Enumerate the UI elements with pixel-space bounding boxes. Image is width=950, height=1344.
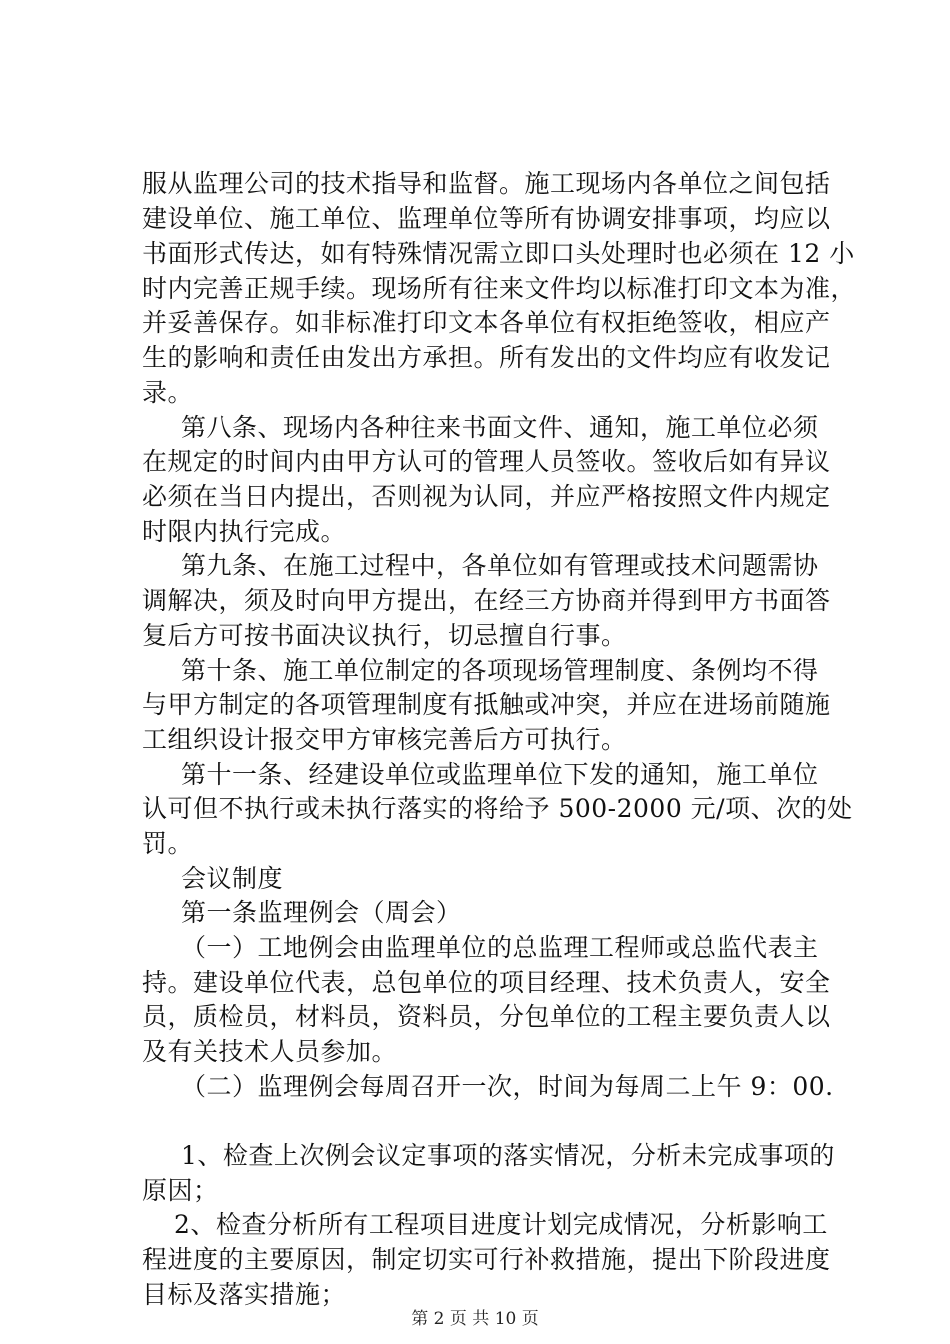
- list-item-1-start: 1、检查上次例会议定事项的落实情况，分析未完成事项的: [181, 1141, 835, 1170]
- article-11-start: 第十一条、经建设单位或监理单位下发的通知，施工单位: [181, 760, 819, 789]
- body-text-line: 及有关技术人员参加。: [142, 1037, 398, 1066]
- body-text-line: 在规定的时间内由甲方认可的管理人员签收。签收后如有异议: [142, 447, 831, 476]
- article-heading: 第一条监理例会（周会）: [181, 898, 462, 927]
- body-text-line: 调解决，须及时向甲方提出，在经三方协商并得到甲方书面答: [142, 586, 831, 615]
- body-text-line: 必须在当日内提出，否则视为认同，并应严格按照文件内规定: [142, 482, 831, 511]
- item-1-start: （一）工地例会由监理单位的总监理工程师或总监代表主: [181, 933, 819, 962]
- body-text-line: 工组织设计报交甲方审核完善后方可执行。: [142, 725, 627, 754]
- page-footer: 第 2 页 共 10 页: [411, 1309, 539, 1329]
- article-9-start: 第九条、在施工过程中，各单位如有管理或技术问题需协: [181, 551, 819, 580]
- body-text-line: 罚。: [142, 829, 194, 858]
- body-text-line: 与甲方制定的各项管理制度有抵触或冲突，并应在进场前随施: [142, 690, 831, 719]
- article-10-start: 第十条、施工单位制定的各项现场管理制度、条例均不得: [181, 656, 819, 685]
- body-text-line: 原因；: [142, 1176, 219, 1205]
- body-text-line: 复后方可按书面决议执行，切忌擅自行事。: [142, 621, 627, 650]
- body-text-line: 书面形式传达，如有特殊情况需立即口头处理时也必须在 12 小: [142, 239, 855, 268]
- body-text-line: 时内完善正规手续。现场所有往来文件均以标准打印文本为准，: [142, 274, 857, 303]
- body-text-line: 员，质检员，材料员，资料员，分包单位的工程主要负责人以: [142, 1002, 831, 1031]
- body-text-line: 并妥善保存。如非标准打印文本各单位有权拒绝签收，相应产: [142, 308, 831, 337]
- section-heading: 会议制度: [181, 864, 284, 893]
- body-text-line: 认可但不执行或未执行落实的将给予 500-2000 元/项、次的处: [142, 794, 853, 823]
- body-text-line: 建设单位、施工单位、监理单位等所有协调安排事项，均应以: [142, 204, 831, 233]
- body-text-line: 服从监理公司的技术指导和监督。施工现场内各单位之间包括: [142, 169, 831, 198]
- item-2-start: （二）监理例会每周召开一次，时间为每周二上午 9：00.: [181, 1072, 834, 1101]
- body-text-line: 生的影响和责任由发出方承担。所有发出的文件均应有收发记: [142, 343, 831, 372]
- body-text-line: 持。建设单位代表，总包单位的项目经理、技术负责人，安全: [142, 968, 831, 997]
- body-text-line: 录。: [142, 378, 194, 407]
- body-text-line: 时限内执行完成。: [142, 517, 347, 546]
- body-text-line: 程进度的主要原因，制定切实可行补救措施，提出下阶段进度: [142, 1245, 831, 1274]
- list-item-2-start: 2、检查分析所有工程项目进度计划完成情况，分析影响工: [174, 1210, 828, 1239]
- body-text-line: 目标及落实措施；: [142, 1280, 347, 1309]
- article-8-start: 第八条、现场内各种往来书面文件、通知，施工单位必须: [181, 413, 819, 442]
